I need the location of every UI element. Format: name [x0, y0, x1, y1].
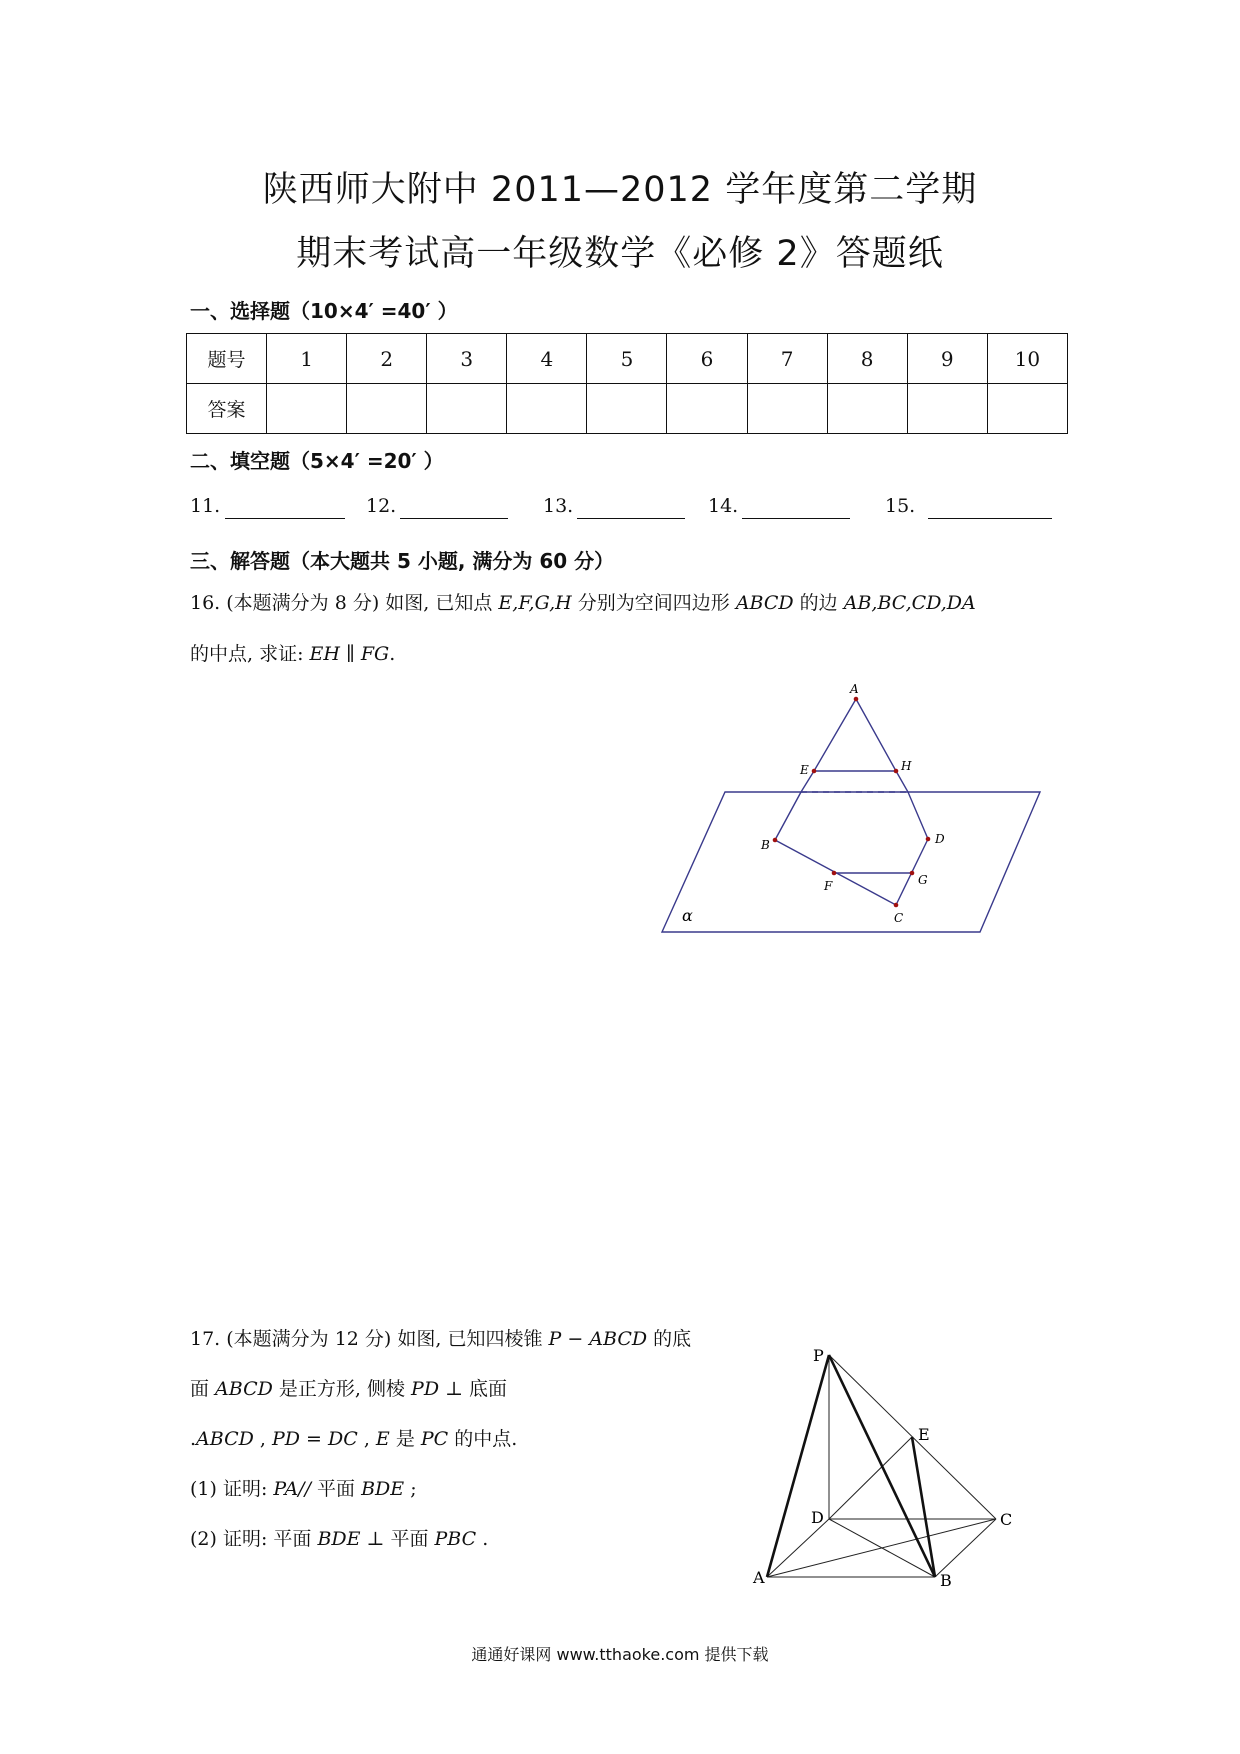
- q17-math: E: [375, 1428, 390, 1450]
- edge-eb: [912, 1437, 935, 1577]
- q17-math: P − ABCD: [548, 1328, 648, 1350]
- blank-label-11: 11.: [190, 495, 221, 517]
- label-p: P: [813, 1346, 824, 1365]
- q17-text: (1) 证明:: [190, 1478, 274, 1500]
- edge-pb: [829, 1355, 935, 1577]
- label-b: B: [940, 1571, 952, 1590]
- point-b: [773, 838, 778, 843]
- q17-math: PD = DC: [271, 1428, 358, 1450]
- footer-source: 通通好课网 www.tthaoke.com 提供下载: [471, 1645, 769, 1664]
- q16-math: ABCD: [735, 592, 794, 614]
- row-label-answer: 答案: [187, 384, 267, 434]
- q16-text: 分别为空间四边形: [571, 592, 736, 614]
- blank-label-15: 15.: [885, 495, 916, 517]
- blank-label-12: 12.: [366, 495, 397, 517]
- q17-text: 平面: [310, 1478, 362, 1500]
- diag-db: [829, 1519, 935, 1577]
- point-a: [854, 697, 859, 702]
- point-e: [812, 769, 817, 774]
- label-b: B: [761, 838, 770, 852]
- section-solve-heading: 三、解答题（本大题共 5 小题, 满分为 60 分）: [190, 549, 615, 573]
- point-c: [894, 903, 899, 908]
- q17-text: .: [476, 1528, 489, 1550]
- blank-label-13: 13.: [543, 495, 574, 517]
- edge-ab-upper: [801, 699, 856, 792]
- question-number-cell: 3: [427, 334, 507, 384]
- label-a: A: [850, 682, 859, 696]
- label-c: C: [1000, 1510, 1013, 1529]
- label-d: D: [811, 1508, 824, 1527]
- q17-text: ,: [253, 1428, 272, 1450]
- q17-math: ABCD: [215, 1378, 273, 1400]
- question-number-cell: 8: [827, 334, 907, 384]
- q17-text: 底面: [462, 1378, 508, 1400]
- q16-math: AB,BC,CD,DA: [843, 592, 976, 614]
- q17-line2: [190, 1375, 507, 1403]
- q17-math: PD ⊥: [411, 1378, 463, 1400]
- q17-text: 平面: [384, 1528, 435, 1550]
- question-number-cell: 5: [587, 334, 667, 384]
- q17-text: 是正方形, 侧棱: [272, 1378, 412, 1400]
- q17-line4: [190, 1475, 417, 1503]
- q17-math: PC: [420, 1428, 449, 1450]
- label-e: E: [918, 1425, 930, 1444]
- point-f: [832, 871, 837, 876]
- q17-line3: [190, 1425, 517, 1453]
- label-c: C: [894, 911, 904, 925]
- q17-text: 17. (本题满分为 12 分) 如图, 已知四棱锥: [190, 1328, 549, 1350]
- q17-math: BDE ⊥: [317, 1528, 385, 1550]
- edge-ab-lower: [775, 792, 801, 840]
- point-d: [926, 837, 931, 842]
- edge-de: [829, 1437, 912, 1519]
- q16-text: 的中点, 求证:: [190, 643, 310, 665]
- question-number-cell: 10: [987, 334, 1067, 384]
- q17-figure: [752, 1346, 1012, 1590]
- question-number-cell: 6: [667, 334, 747, 384]
- q17-text: ,: [357, 1428, 376, 1450]
- page-title-line2: 期末考试高一年级数学《必修 2》答题纸: [296, 234, 944, 274]
- q17-text: 面: [190, 1378, 216, 1400]
- section-choice-heading: 一、选择题（10×4′ =40′ ）: [190, 299, 458, 323]
- label-h: H: [901, 759, 912, 773]
- q16-text: 的边: [793, 592, 844, 614]
- q17-math: PA//: [273, 1478, 311, 1500]
- q17-text: .: [190, 1428, 197, 1450]
- q17-text: 的中点.: [448, 1428, 518, 1450]
- label-d: D: [935, 832, 945, 846]
- q16-text: .: [389, 643, 396, 665]
- q17-text: ;: [404, 1478, 417, 1500]
- section-fill-heading: 二、填空题（5×4′ =20′ ）: [190, 449, 444, 473]
- question-number-cell: 9: [907, 334, 987, 384]
- q17-text: 的底: [647, 1328, 692, 1350]
- edge-pa: [767, 1355, 829, 1577]
- label-g: G: [918, 873, 928, 887]
- q17-math: ABCD: [196, 1428, 254, 1450]
- label-a: A: [753, 1568, 765, 1587]
- label-e: E: [800, 763, 809, 777]
- q17-line1: [190, 1325, 691, 1353]
- point-g: [910, 871, 915, 876]
- edge-cb: [935, 1519, 996, 1577]
- page-title-line1: 陕西师大附中 2011—2012 学年度第二学期: [262, 170, 978, 210]
- q17-math: BDE: [361, 1478, 405, 1500]
- label-f: F: [824, 879, 833, 893]
- q17-text: (2) 证明: 平面: [190, 1528, 318, 1550]
- blank-label-14: 14.: [708, 495, 739, 517]
- question-number-cell: 2: [347, 334, 427, 384]
- q16-math: E,F,G,H: [498, 592, 572, 614]
- q16-text: 16. (本题满分为 8 分) 如图, 已知点: [190, 592, 499, 614]
- label-alpha: α: [682, 906, 693, 925]
- q17-text: 是: [389, 1428, 421, 1450]
- question-number-cell: 4: [507, 334, 587, 384]
- row-label-number: 题号: [187, 334, 267, 384]
- point-h: [894, 769, 899, 774]
- plane-alpha: [662, 792, 1040, 932]
- question-number-cell: 1: [267, 334, 347, 384]
- question-number-cell: 7: [747, 334, 827, 384]
- q17-math: PBC: [434, 1528, 477, 1550]
- edge-ad: [856, 699, 928, 839]
- q16-math: EH ∥ FG: [309, 643, 390, 665]
- q17-line5: [190, 1525, 488, 1553]
